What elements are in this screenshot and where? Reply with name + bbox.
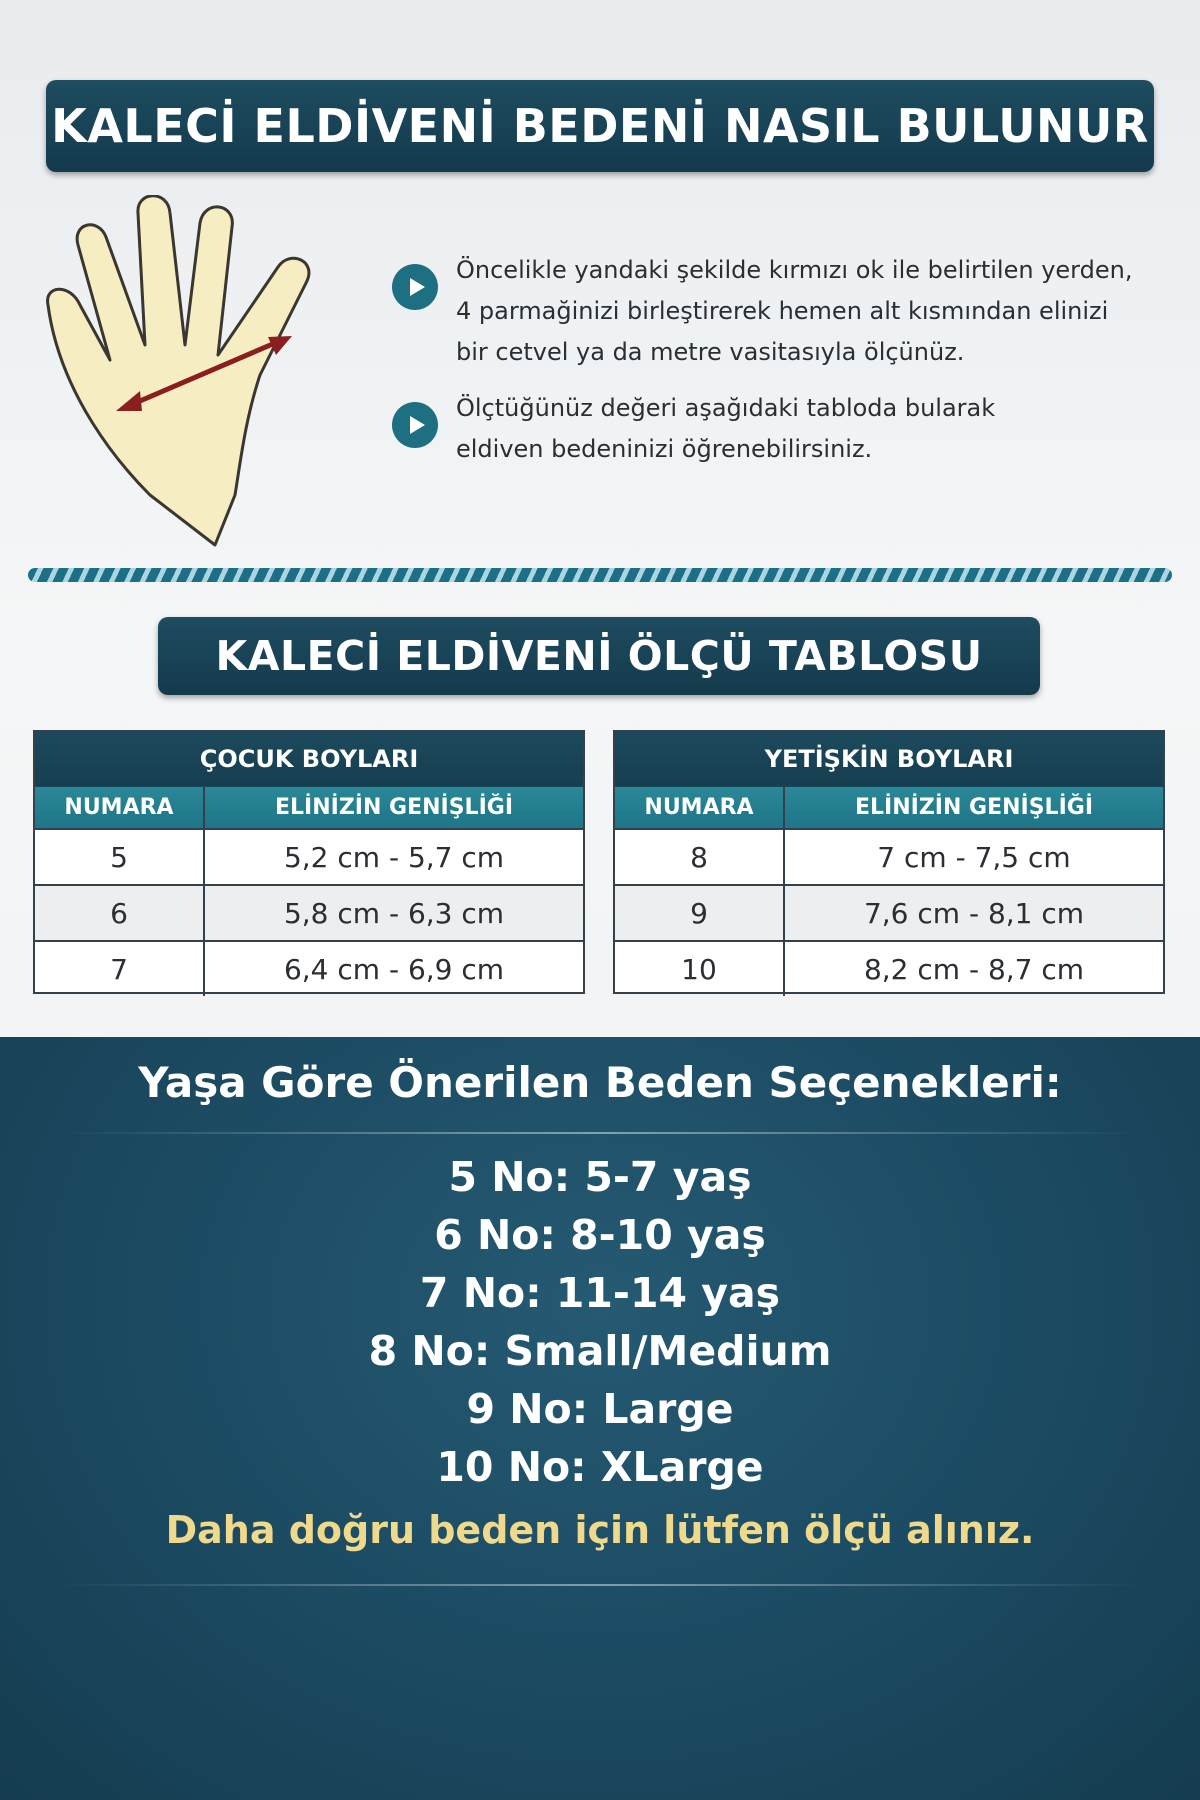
column-header-number: NUMARA — [35, 786, 205, 828]
list-item: 10 No: XLarge — [436, 1443, 764, 1491]
column-header-width: ELİNİZİN GENİŞLİĞİ — [205, 786, 583, 828]
table-cell-width: 7,6 cm - 8,1 cm — [785, 884, 1163, 940]
column-header-width: ELİNİZİN GENİŞLİĞİ — [785, 786, 1163, 828]
play-circle-icon — [392, 402, 438, 448]
divider-line — [60, 1132, 1140, 1134]
play-circle-icon — [392, 264, 438, 310]
table-cell-number: 8 — [615, 828, 785, 884]
age-guide-list — [0, 1148, 1200, 1496]
table-cell-number: 7 — [35, 940, 205, 996]
column-header-number: NUMARA — [615, 786, 785, 828]
table-title: ÇOCUK BOYLARI — [35, 732, 583, 786]
table-cell-width: 6,4 cm - 6,9 cm — [205, 940, 583, 996]
table-cell-width: 5,8 cm - 6,3 cm — [205, 884, 583, 940]
child-size-table — [33, 730, 585, 994]
size-chart-title: KALECİ ELDİVENİ ÖLÇÜ TABLOSU — [158, 617, 1040, 695]
adult-size-table — [613, 730, 1165, 994]
table-cell-width: 5,2 cm - 5,7 cm — [205, 828, 583, 884]
measurement-note: Daha doğru beden için lütfen ölçü alınız. — [165, 1508, 1035, 1552]
instruction-text: Ölçtüğünüz değeri aşağıdaki tabloda bularak eldiven bedeninizi öğrenebilirsiniz. — [456, 394, 996, 463]
list-item: 9 No: Large — [466, 1385, 734, 1433]
table-cell-number: 9 — [615, 884, 785, 940]
age-guide-title: Yaşa Göre Önerilen Beden Seçenekleri: — [138, 1058, 1062, 1107]
list-item: 6 No: 8-10 yaş — [434, 1211, 766, 1259]
table-cell-number: 10 — [615, 940, 785, 996]
table-cell-number: 5 — [35, 828, 205, 884]
divider-line — [60, 1584, 1140, 1586]
striped-divider — [28, 568, 1172, 582]
instruction-text: Öncelikle yandaki şekilde kırmızı ok ile belirtilen yerden, 4 parmağinizi birleştirerek hemen alt kısmından elinizi bir cetvel ya da metre vasitasıyla ölçünüz. — [456, 256, 1133, 366]
table-cell-width: 7 cm - 7,5 cm — [785, 828, 1163, 884]
list-item: 7 No: 11-14 yaş — [419, 1269, 781, 1317]
hand-measure-icon — [40, 195, 380, 550]
table-title: YETİŞKİN BOYLARI — [615, 732, 1163, 786]
list-item: 8 No: Small/Medium — [368, 1327, 832, 1375]
instruction-step-2 — [392, 388, 1182, 470]
table-cell-number: 6 — [35, 884, 205, 940]
list-item: 5 No: 5-7 yaş — [448, 1153, 752, 1201]
table-cell-width: 8,2 cm - 8,7 cm — [785, 940, 1163, 996]
instruction-step-1 — [392, 250, 1182, 373]
page-title: KALECİ ELDİVENİ BEDENİ NASIL BULUNUR — [46, 80, 1154, 172]
